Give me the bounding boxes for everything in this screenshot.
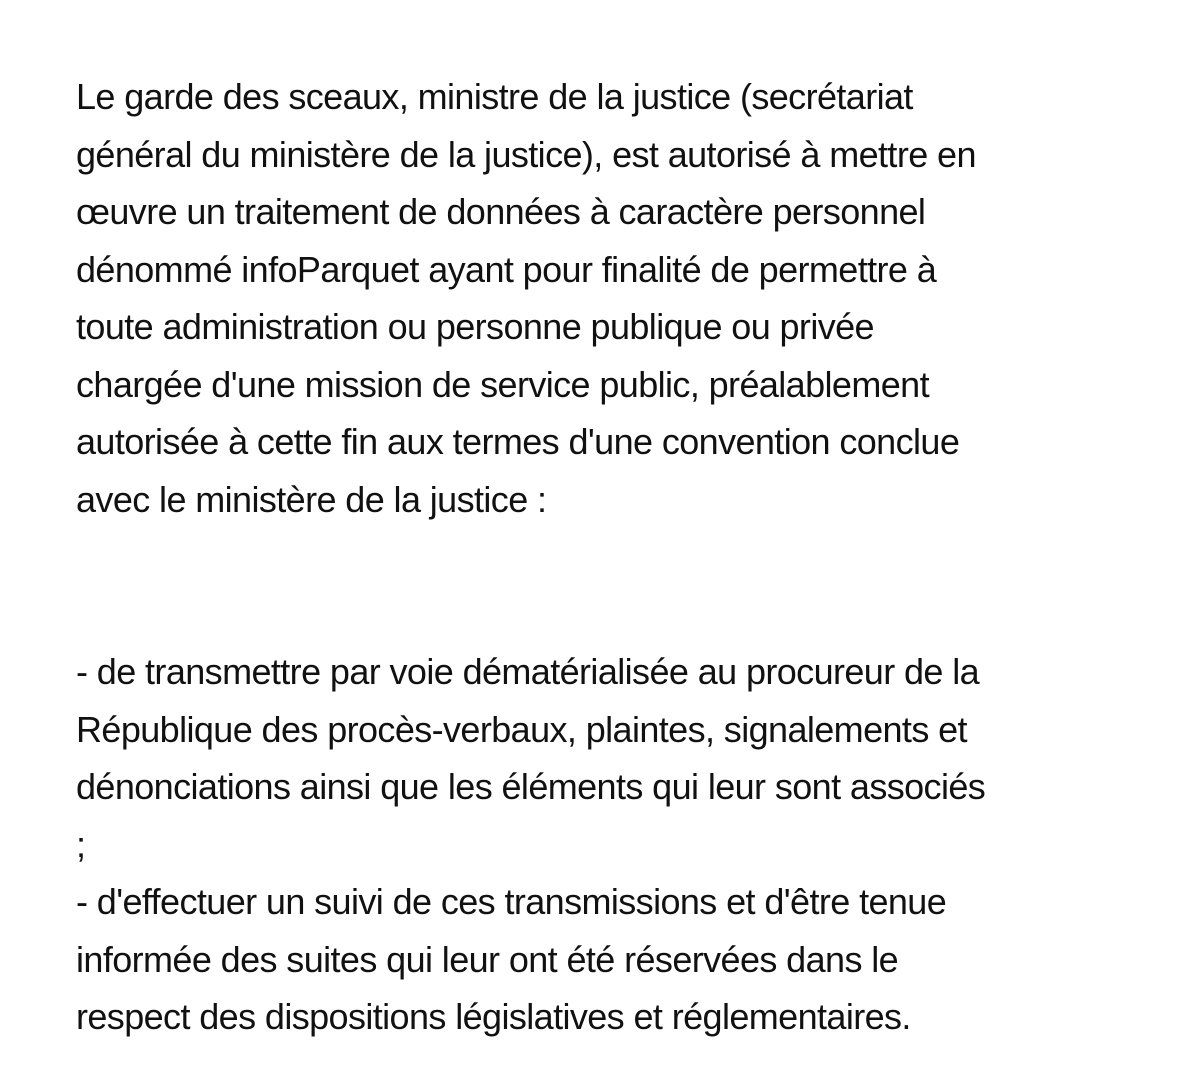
list-item-line: - d'effectuer un suivi de ces transmissions et d'être tenue: [76, 881, 947, 922]
text-line: dénommé infoParquet ayant pour finalité de permettre à: [76, 248, 937, 290]
paragraph-spacer: [76, 528, 1126, 643]
text-line: œuvre un traitement de données à caractère personnel: [76, 191, 926, 232]
document-body: [76, 68, 1126, 1046]
text-line: général du ministère de la justice), est autorisé à mettre en: [76, 133, 976, 175]
intro-paragraph: [76, 68, 1126, 528]
list-item-line: - de transmettre par voie dématérialisée au procureur de la: [76, 651, 980, 692]
text-line: avec le ministère de la justice :: [76, 478, 547, 520]
text-line: Le garde des sceaux, ministre de la justice (secrétariat: [76, 76, 913, 117]
text-line: chargée d'une mission de service public, préalablement: [76, 363, 929, 405]
list-item-line: respect des dispositions législatives et réglementaires.: [76, 996, 911, 1037]
list-item-line: informée des suites qui leur ont été réservées dans le: [76, 938, 899, 980]
purpose-list: [76, 643, 1126, 1046]
text-line: autorisée à cette fin aux termes d'une convention conclue: [76, 421, 960, 462]
list-item-line: République des procès-verbaux, plaintes, signalements et: [76, 708, 967, 750]
list-item-line: dénonciations ainsi que les éléments qui leur sont associés: [76, 766, 986, 807]
text-line: toute administration ou personne publique ou privée: [76, 306, 874, 347]
list-item-line: ;: [76, 823, 86, 865]
